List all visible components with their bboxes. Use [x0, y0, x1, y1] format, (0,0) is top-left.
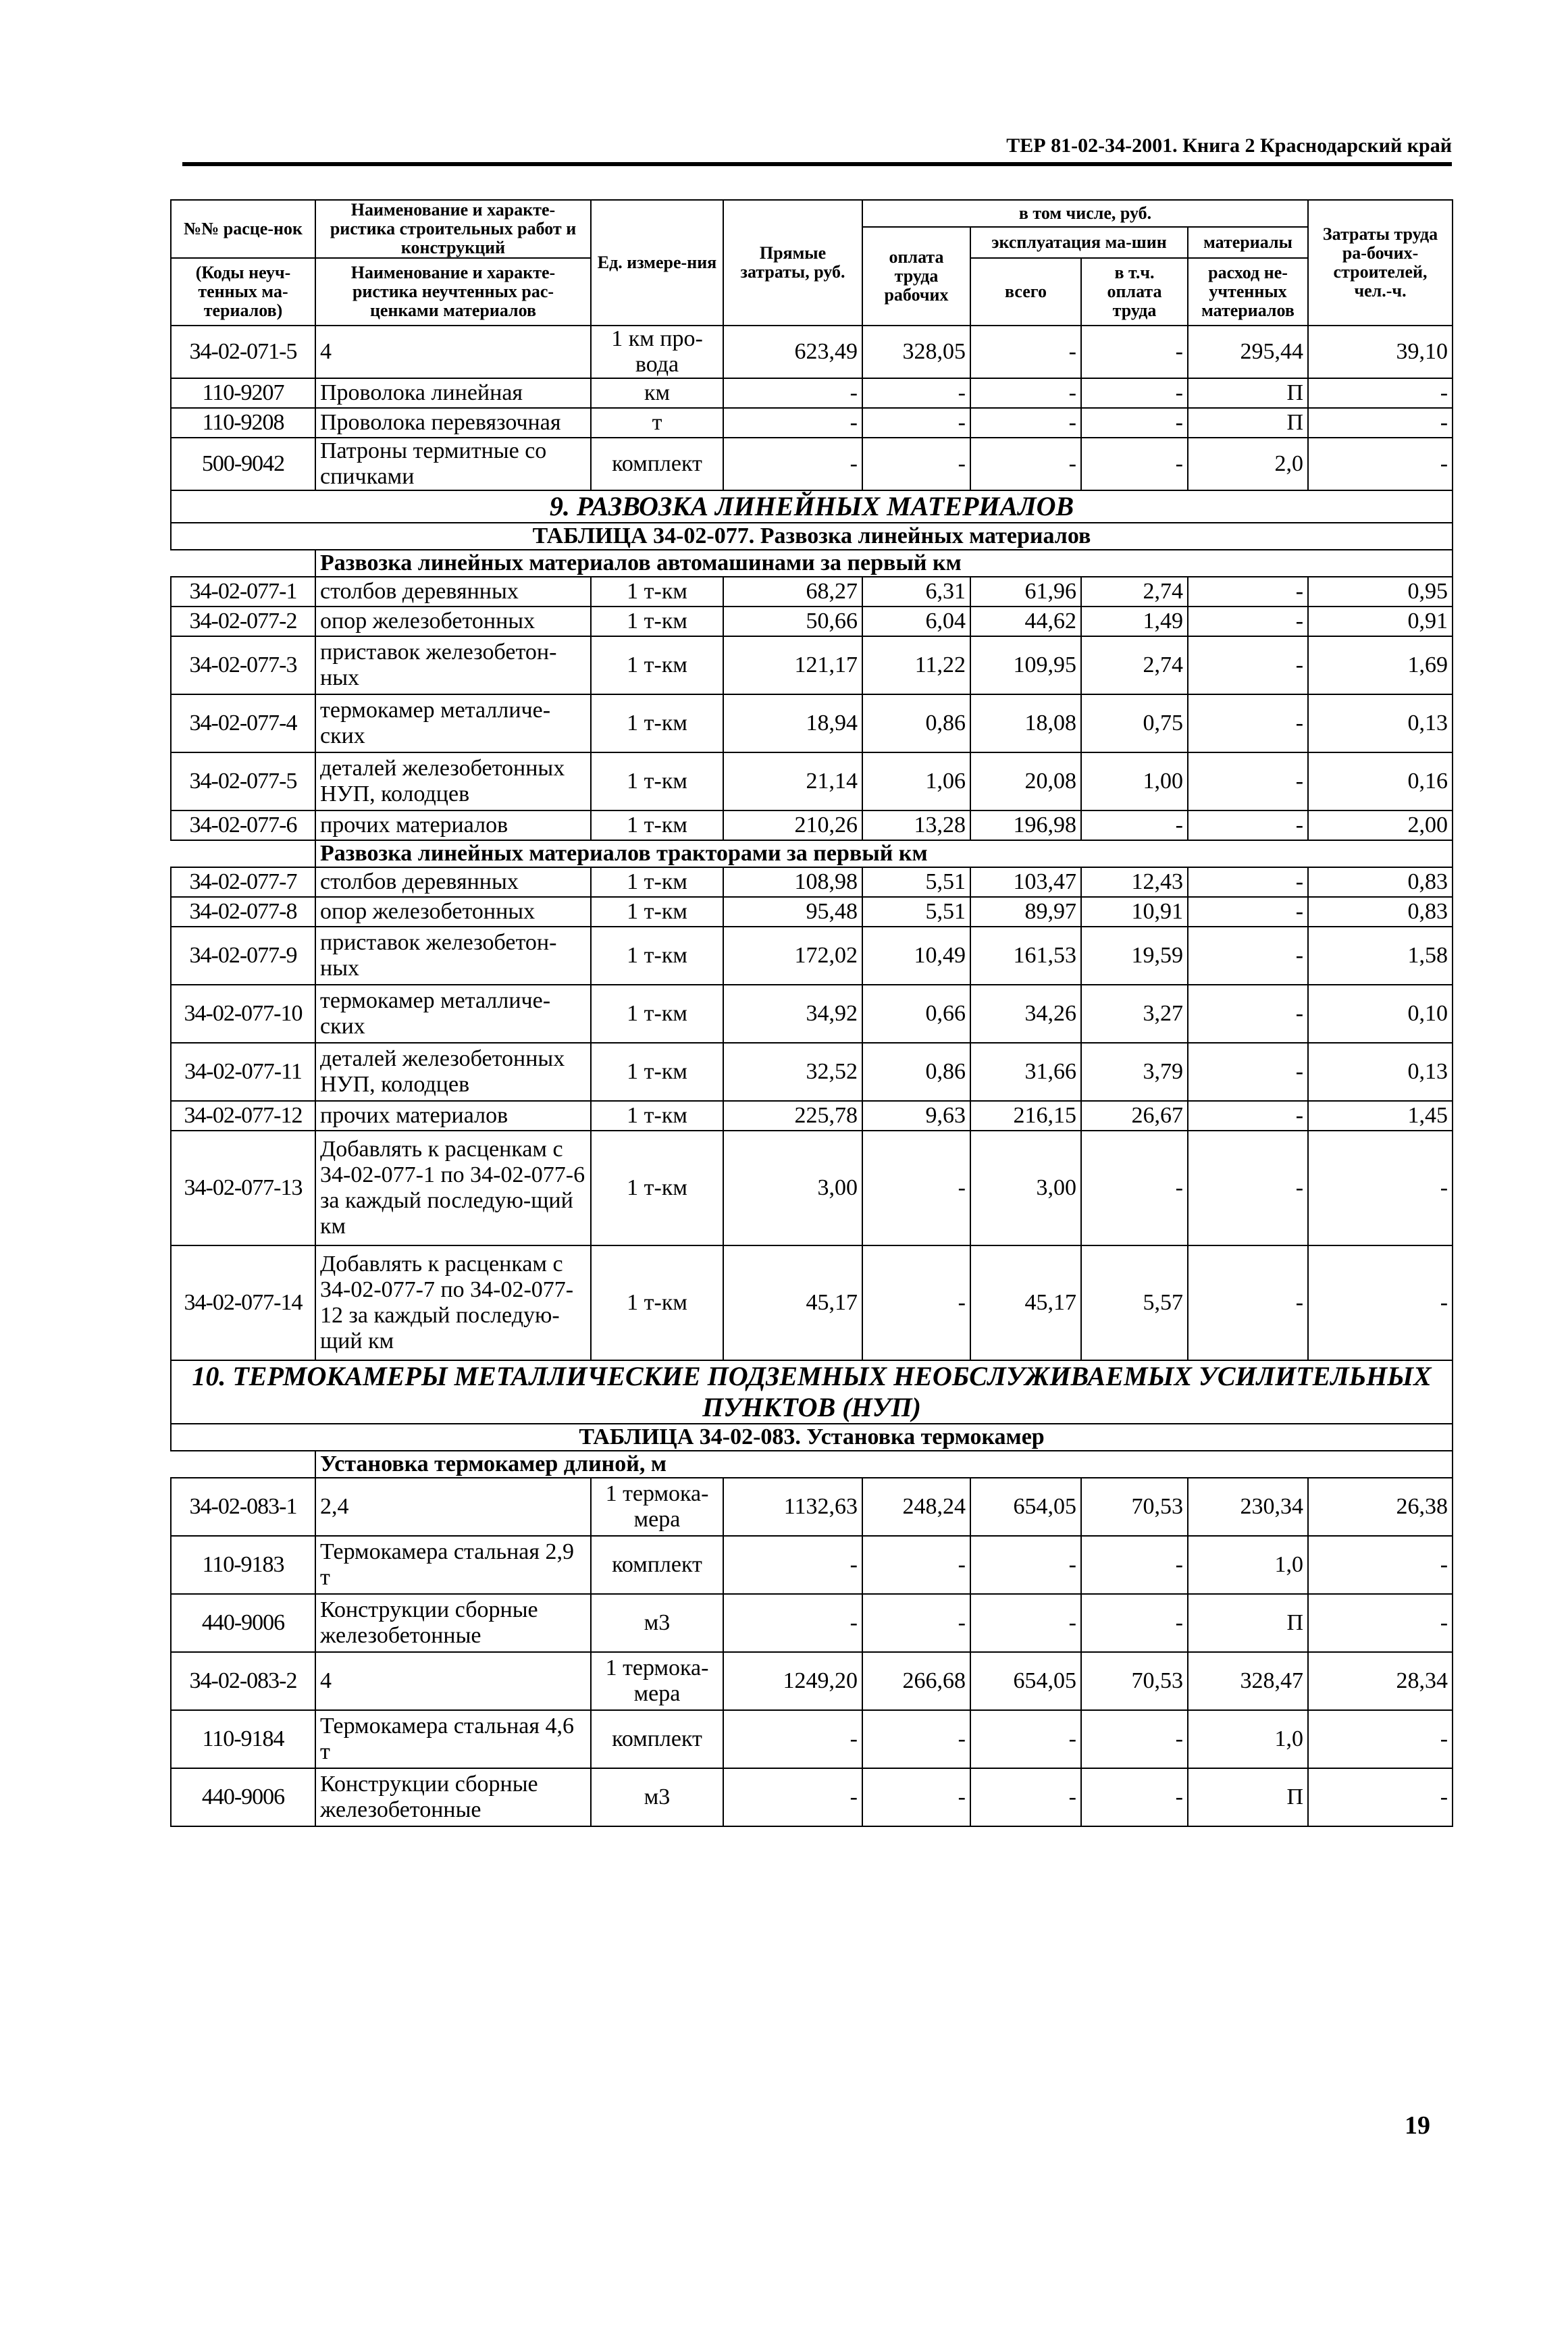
group-title: Установка термокамер длиной, м — [315, 1451, 1453, 1478]
cell-workers: - — [1308, 1131, 1453, 1245]
cell-materials: - — [1188, 897, 1308, 927]
rates-table — [170, 199, 1453, 1827]
cell-machine-labor: 0,75 — [1081, 694, 1188, 752]
cell-machine-labor: - — [1081, 1768, 1188, 1826]
cell-name: опор железобетонных — [315, 897, 591, 927]
cell-machine: 216,15 — [970, 1101, 1081, 1131]
cell-direct: - — [723, 1594, 862, 1652]
cell-machine-labor: 1,00 — [1081, 752, 1188, 810]
cell-name: столбов деревянных — [315, 867, 591, 897]
cell-unit: 1 т-км — [591, 810, 723, 840]
cell-machine: 89,97 — [970, 897, 1081, 927]
cell-name: Термокамера стальная 4,6 т — [315, 1710, 591, 1768]
cell-machine-labor: 3,79 — [1081, 1043, 1188, 1101]
cell-machine: - — [970, 378, 1081, 408]
cell-workers: 0,83 — [1308, 897, 1453, 927]
cell-name: Проволока перевязочная — [315, 408, 591, 438]
group-row — [171, 550, 1453, 577]
cell-unit: 1 т-км — [591, 927, 723, 985]
cell-direct: - — [723, 1768, 862, 1826]
cell-unit: 1 т-км — [591, 985, 723, 1043]
cell-code: 500-9042 — [171, 438, 315, 490]
table-row — [171, 326, 1453, 378]
cell-code: 34-02-077-1 — [171, 577, 315, 607]
table-row — [171, 985, 1453, 1043]
cell-name: деталей железобетонных НУП, колодцев — [315, 752, 591, 810]
cell-code: 34-02-083-1 — [171, 1478, 315, 1536]
cell-unit: 1 т-км — [591, 1245, 723, 1360]
cell-workers: 0,91 — [1308, 607, 1453, 636]
cell-name: термокамер металличе-ских — [315, 694, 591, 752]
cell-machine-labor: - — [1081, 378, 1188, 408]
cell-labor: 5,51 — [862, 897, 970, 927]
cell-name: Патроны термитные со спичками — [315, 438, 591, 490]
col-name-top: Наименование и характе-ристика строительных работ и конструкций — [315, 200, 591, 258]
group-row — [171, 840, 1453, 867]
cell-name: Добавлять к расценкам с 34-02-077-7 по 34-02-077-12 за каждый последую-щий км — [315, 1245, 591, 1360]
table-row — [171, 1652, 1453, 1710]
cell-labor: - — [862, 1245, 970, 1360]
col-direct: Прямые затраты, руб. — [723, 200, 862, 326]
cell-workers: - — [1308, 1768, 1453, 1826]
col-workers: Затраты труда ра-бочих-строителей, чел.-ч. — [1308, 200, 1453, 326]
cell-workers: 0,10 — [1308, 985, 1453, 1043]
cell-machine-labor: - — [1081, 438, 1188, 490]
cell-workers: 1,58 — [1308, 927, 1453, 985]
cell-machine-labor: 70,53 — [1081, 1652, 1188, 1710]
cell-machine: 20,08 — [970, 752, 1081, 810]
cell-unit: т — [591, 408, 723, 438]
cell-name: 4 — [315, 326, 591, 378]
cell-direct: 68,27 — [723, 577, 862, 607]
section-title: 9. РАЗВОЗКА ЛИНЕЙНЫХ МАТЕРИАЛОВ — [171, 490, 1453, 523]
cell-labor: - — [862, 1768, 970, 1826]
cell-labor: - — [862, 378, 970, 408]
cell-name: Термокамера стальная 2,9 т — [315, 1536, 591, 1594]
cell-labor: 248,24 — [862, 1478, 970, 1536]
table-row — [171, 810, 1453, 840]
cell-materials: - — [1188, 752, 1308, 810]
cell-machine: 18,08 — [970, 694, 1081, 752]
cell-materials: 328,47 — [1188, 1652, 1308, 1710]
cell-direct: 1132,63 — [723, 1478, 862, 1536]
cell-labor: - — [862, 438, 970, 490]
cell-machine: 34,26 — [970, 985, 1081, 1043]
cell-workers: 0,16 — [1308, 752, 1453, 810]
group-row — [171, 1451, 1453, 1478]
cell-machine: 196,98 — [970, 810, 1081, 840]
cell-machine-labor: - — [1081, 326, 1188, 378]
empty-cell — [171, 550, 315, 577]
cell-name: столбов деревянных — [315, 577, 591, 607]
cell-materials: - — [1188, 927, 1308, 985]
cell-code: 34-02-077-10 — [171, 985, 315, 1043]
cell-direct: 18,94 — [723, 694, 862, 752]
cell-unit: 1 т-км — [591, 694, 723, 752]
cell-code: 34-02-077-12 — [171, 1101, 315, 1131]
cell-machine: - — [970, 1710, 1081, 1768]
cell-labor: 6,04 — [862, 607, 970, 636]
cell-name: Добавлять к расценкам с 34-02-077-1 по 34-02-077-6 за каждый последую-щий км — [315, 1131, 591, 1245]
cell-name: 2,4 — [315, 1478, 591, 1536]
cell-materials: - — [1188, 985, 1308, 1043]
col-code-top: №№ расце-нок — [171, 200, 315, 258]
cell-code: 34-02-071-5 — [171, 326, 315, 378]
table-title: ТАБЛИЦА 34-02-077. Развозка линейных материалов — [171, 523, 1453, 550]
cell-unit: 1 т-км — [591, 1043, 723, 1101]
cell-machine: 44,62 — [970, 607, 1081, 636]
cell-workers: - — [1308, 438, 1453, 490]
table-row — [171, 438, 1453, 490]
cell-code: 110-9207 — [171, 378, 315, 408]
cell-unit: 1 км про-вода — [591, 326, 723, 378]
cell-direct: 21,14 — [723, 752, 862, 810]
cell-machine-labor: 5,57 — [1081, 1245, 1188, 1360]
cell-labor: 13,28 — [862, 810, 970, 840]
cell-machine: - — [970, 408, 1081, 438]
cell-materials: 1,0 — [1188, 1710, 1308, 1768]
col-incl-group: в том числе, руб. — [862, 200, 1308, 227]
cell-unit: комплект — [591, 1536, 723, 1594]
cell-name: приставок железобетон-ных — [315, 927, 591, 985]
cell-materials: - — [1188, 694, 1308, 752]
cell-unit: 1 термока-мера — [591, 1652, 723, 1710]
cell-machine: - — [970, 326, 1081, 378]
cell-direct: - — [723, 1710, 862, 1768]
section-10-row — [171, 1360, 1453, 1424]
cell-labor: - — [862, 1131, 970, 1245]
cell-direct: 50,66 — [723, 607, 862, 636]
table-row — [171, 867, 1453, 897]
header-rule — [182, 162, 1452, 166]
table-row — [171, 408, 1453, 438]
cell-labor: - — [862, 1594, 970, 1652]
cell-direct: 210,26 — [723, 810, 862, 840]
cell-workers: - — [1308, 1710, 1453, 1768]
cell-materials: 1,0 — [1188, 1536, 1308, 1594]
cell-machine: - — [970, 1536, 1081, 1594]
cell-labor: 266,68 — [862, 1652, 970, 1710]
table-row — [171, 897, 1453, 927]
cell-machine-labor: 2,74 — [1081, 577, 1188, 607]
cell-direct: - — [723, 408, 862, 438]
cell-code: 34-02-077-8 — [171, 897, 315, 927]
table-row — [171, 1131, 1453, 1245]
cell-code: 440-9006 — [171, 1594, 315, 1652]
section-title: 10. ТЕРМОКАМЕРЫ МЕТАЛЛИЧЕСКИЕ ПОДЗЕМНЫХ НЕОБСЛУЖИВАЕМЫХ УСИЛИТЕЛЬНЫХ ПУНКТОВ (НУП) — [171, 1360, 1453, 1424]
table-header — [171, 200, 1453, 326]
cell-workers: - — [1308, 1245, 1453, 1360]
table-34-02-083-row — [171, 1424, 1453, 1451]
col-name-bottom: Наименование и характе-ристика неучтенных рас-ценками материалов — [315, 258, 591, 326]
table-row — [171, 1594, 1453, 1652]
table-row — [171, 1536, 1453, 1594]
cell-materials: - — [1188, 867, 1308, 897]
cell-code: 34-02-083-2 — [171, 1652, 315, 1710]
table-row — [171, 378, 1453, 408]
cell-machine-labor: 10,91 — [1081, 897, 1188, 927]
table-row — [171, 1478, 1453, 1536]
cell-direct: 225,78 — [723, 1101, 862, 1131]
cell-labor: 0,66 — [862, 985, 970, 1043]
page-number: 19 — [1405, 2111, 1430, 2140]
cell-labor: 5,51 — [862, 867, 970, 897]
cell-materials: - — [1188, 1101, 1308, 1131]
cell-unit: 1 т-км — [591, 752, 723, 810]
section-9-row — [171, 490, 1453, 523]
cell-code: 110-9183 — [171, 1536, 315, 1594]
cell-unit: 1 т-км — [591, 867, 723, 897]
cell-machine-labor: 26,67 — [1081, 1101, 1188, 1131]
cell-materials: П — [1188, 1768, 1308, 1826]
cell-machine: 3,00 — [970, 1131, 1081, 1245]
group-title: Развозка линейных материалов тракторами за первый км — [315, 840, 1453, 867]
cell-workers: 2,00 — [1308, 810, 1453, 840]
cell-unit: м3 — [591, 1768, 723, 1826]
cell-code: 440-9006 — [171, 1768, 315, 1826]
cell-name: опор железобетонных — [315, 607, 591, 636]
cell-workers: 1,45 — [1308, 1101, 1453, 1131]
cell-code: 34-02-077-14 — [171, 1245, 315, 1360]
table-row — [171, 1768, 1453, 1826]
cell-machine-labor: 2,74 — [1081, 636, 1188, 694]
cell-machine: - — [970, 1768, 1081, 1826]
cell-machine: - — [970, 438, 1081, 490]
cell-code: 34-02-077-7 — [171, 867, 315, 897]
cell-name: Проволока линейная — [315, 378, 591, 408]
cell-machine: 161,53 — [970, 927, 1081, 985]
cell-machine-labor: - — [1081, 408, 1188, 438]
table-row — [171, 1101, 1453, 1131]
cell-materials: - — [1188, 810, 1308, 840]
cell-machine: 45,17 — [970, 1245, 1081, 1360]
cell-machine-labor: 1,49 — [1081, 607, 1188, 636]
cell-machine: 61,96 — [970, 577, 1081, 607]
cell-code: 34-02-077-4 — [171, 694, 315, 752]
cell-materials: П — [1188, 1594, 1308, 1652]
cell-machine-labor: - — [1081, 810, 1188, 840]
cell-labor: 10,49 — [862, 927, 970, 985]
table-row — [171, 636, 1453, 694]
col-machine-total: всего — [970, 258, 1081, 326]
cell-code: 34-02-077-9 — [171, 927, 315, 985]
cell-code: 34-02-077-13 — [171, 1131, 315, 1245]
cell-workers: - — [1308, 1536, 1453, 1594]
cell-machine-labor: 3,27 — [1081, 985, 1188, 1043]
table-row — [171, 694, 1453, 752]
cell-code: 110-9208 — [171, 408, 315, 438]
cell-materials: 230,34 — [1188, 1478, 1308, 1536]
cell-code: 34-02-077-11 — [171, 1043, 315, 1101]
table-row — [171, 752, 1453, 810]
cell-unit: 1 т-км — [591, 1101, 723, 1131]
page-header-title: ТЕР 81-02-34-2001. Книга 2 Краснодарский край — [1006, 134, 1452, 157]
table-34-02-077-row — [171, 523, 1453, 550]
cell-workers: - — [1308, 1594, 1453, 1652]
empty-cell — [171, 840, 315, 867]
cell-direct: 108,98 — [723, 867, 862, 897]
cell-labor: 6,31 — [862, 577, 970, 607]
cell-name: приставок железобетон-ных — [315, 636, 591, 694]
cell-labor: - — [862, 1710, 970, 1768]
cell-name: прочих материалов — [315, 1101, 591, 1131]
cell-labor: 328,05 — [862, 326, 970, 378]
cell-direct: 121,17 — [723, 636, 862, 694]
cell-labor: - — [862, 1536, 970, 1594]
table-row — [171, 927, 1453, 985]
cell-materials: - — [1188, 1131, 1308, 1245]
cell-direct: 3,00 — [723, 1131, 862, 1245]
table-row — [171, 1710, 1453, 1768]
cell-materials: - — [1188, 636, 1308, 694]
cell-machine: 654,05 — [970, 1652, 1081, 1710]
cell-code: 34-02-077-6 — [171, 810, 315, 840]
group-title: Развозка линейных материалов автомашинами за первый км — [315, 550, 1453, 577]
col-labor: оплата труда рабочих — [862, 227, 970, 326]
cell-unit: 1 т-км — [591, 607, 723, 636]
cell-labor: 1,06 — [862, 752, 970, 810]
cell-name: термокамер металличе-ских — [315, 985, 591, 1043]
cell-machine-labor: - — [1081, 1536, 1188, 1594]
cell-labor: 11,22 — [862, 636, 970, 694]
cell-direct: - — [723, 438, 862, 490]
cell-machine-labor: 19,59 — [1081, 927, 1188, 985]
table-row — [171, 577, 1453, 607]
cell-workers: 0,13 — [1308, 694, 1453, 752]
cell-machine-labor: 12,43 — [1081, 867, 1188, 897]
cell-machine: 103,47 — [970, 867, 1081, 897]
cell-materials: - — [1188, 577, 1308, 607]
table-row — [171, 1245, 1453, 1360]
cell-machine-labor: - — [1081, 1131, 1188, 1245]
cell-labor: 9,63 — [862, 1101, 970, 1131]
table-row — [171, 1043, 1453, 1101]
cell-materials: - — [1188, 607, 1308, 636]
cell-machine: - — [970, 1594, 1081, 1652]
cell-code: 34-02-077-3 — [171, 636, 315, 694]
cell-machine: 31,66 — [970, 1043, 1081, 1101]
cell-workers: 0,95 — [1308, 577, 1453, 607]
cell-name: прочих материалов — [315, 810, 591, 840]
cell-unit: 1 т-км — [591, 636, 723, 694]
table-title: ТАБЛИЦА 34-02-083. Установка термокамер — [171, 1424, 1453, 1451]
cell-direct: 623,49 — [723, 326, 862, 378]
cell-workers: 1,69 — [1308, 636, 1453, 694]
cell-machine-labor: - — [1081, 1594, 1188, 1652]
cell-direct: - — [723, 378, 862, 408]
cell-name: 4 — [315, 1652, 591, 1710]
cell-direct: 45,17 — [723, 1245, 862, 1360]
cell-materials: П — [1188, 378, 1308, 408]
cell-direct: - — [723, 1536, 862, 1594]
cell-labor: 0,86 — [862, 1043, 970, 1101]
cell-workers: 26,38 — [1308, 1478, 1453, 1536]
col-machine-group: эксплуатация ма-шин — [970, 227, 1188, 258]
cell-workers: 28,34 — [1308, 1652, 1453, 1710]
cell-machine: 109,95 — [970, 636, 1081, 694]
cell-materials: - — [1188, 1245, 1308, 1360]
cell-name: Конструкции сборные железобетонные — [315, 1768, 591, 1826]
cell-unit: км — [591, 378, 723, 408]
cell-code: 34-02-077-2 — [171, 607, 315, 636]
col-unit: Ед. измере-ния — [591, 200, 723, 326]
cell-workers: 39,10 — [1308, 326, 1453, 378]
cell-unit: 1 термока-мера — [591, 1478, 723, 1536]
cell-materials: 2,0 — [1188, 438, 1308, 490]
cell-direct: 32,52 — [723, 1043, 862, 1101]
cell-materials: 295,44 — [1188, 326, 1308, 378]
cell-machine-labor: 70,53 — [1081, 1478, 1188, 1536]
col-machine-labor: в т.ч. оплата труда — [1081, 258, 1188, 326]
cell-direct: 1249,20 — [723, 1652, 862, 1710]
col-materials-bottom: расход не-учтенных материалов — [1188, 258, 1308, 326]
cell-unit: 1 т-км — [591, 897, 723, 927]
cell-unit: комплект — [591, 438, 723, 490]
cell-workers: 0,83 — [1308, 867, 1453, 897]
col-code-bottom: (Коды неуч-тенных ма-териалов) — [171, 258, 315, 326]
cell-unit: м3 — [591, 1594, 723, 1652]
cell-unit: комплект — [591, 1710, 723, 1768]
cell-direct: 95,48 — [723, 897, 862, 927]
cell-machine-labor: - — [1081, 1710, 1188, 1768]
cell-unit: 1 т-км — [591, 577, 723, 607]
cell-materials: - — [1188, 1043, 1308, 1101]
empty-cell — [171, 1451, 315, 1478]
cell-unit: 1 т-км — [591, 1131, 723, 1245]
cell-name: деталей железобетонных НУП, колодцев — [315, 1043, 591, 1101]
cell-labor: 0,86 — [862, 694, 970, 752]
cell-labor: - — [862, 408, 970, 438]
cell-materials: П — [1188, 408, 1308, 438]
cell-name: Конструкции сборные железобетонные — [315, 1594, 591, 1652]
cell-workers: 0,13 — [1308, 1043, 1453, 1101]
table-row — [171, 607, 1453, 636]
cell-workers: - — [1308, 408, 1453, 438]
cell-direct: 172,02 — [723, 927, 862, 985]
cell-direct: 34,92 — [723, 985, 862, 1043]
cell-code: 34-02-077-5 — [171, 752, 315, 810]
cell-code: 110-9184 — [171, 1710, 315, 1768]
col-materials-top: материалы — [1188, 227, 1308, 258]
cell-workers: - — [1308, 378, 1453, 408]
cell-machine: 654,05 — [970, 1478, 1081, 1536]
